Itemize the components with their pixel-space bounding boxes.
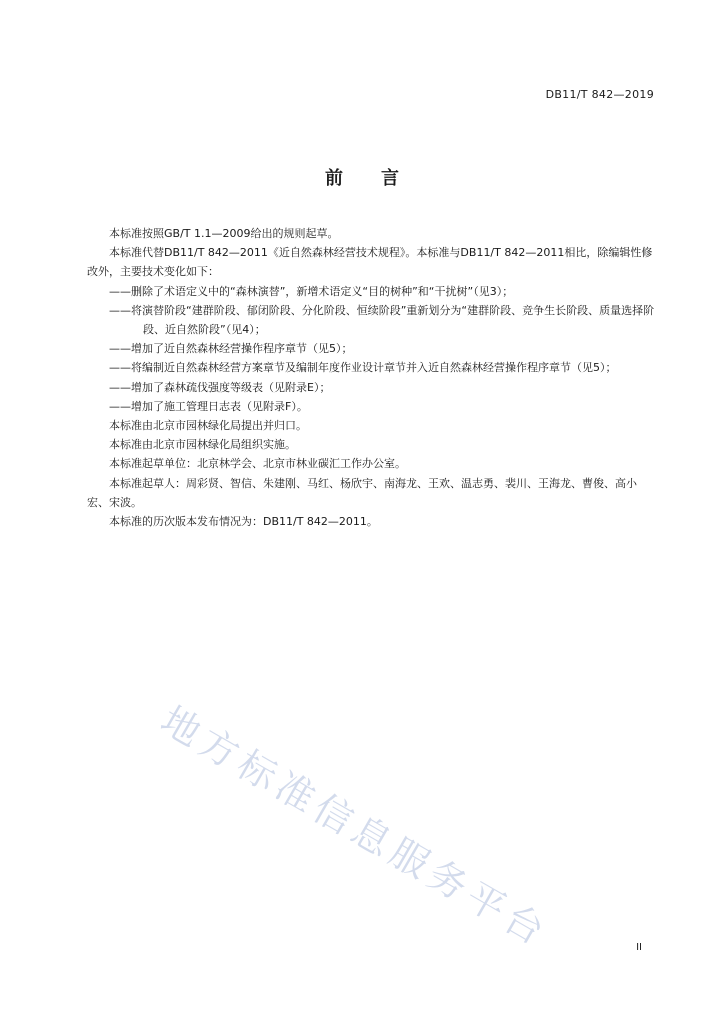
title-char-right: 言 — [381, 168, 399, 189]
standard-code: DB11/T 842—2019 — [545, 88, 654, 101]
foreword-body — [87, 224, 657, 531]
paragraph-drafting-units: 本标准起草单位：北京林学会、北京市林业碳汇工作办公室。 — [109, 457, 406, 471]
paragraph-version-history: 本标准的历次版本发布情况为：DB11/T 842—2011。 — [109, 515, 378, 529]
watermark: 地方标准信息服务平台 — [153, 697, 557, 956]
change-item: ——删除了术语定义中的“森林演替”，新增术语定义“目的树种”和“干扰树”（见3）； — [109, 284, 514, 298]
paragraph-drafting-rules: 本标准按照GB/T 1.1—2009给出的规则起草。 — [109, 227, 339, 240]
page-number: II — [636, 942, 642, 953]
paragraph-replaces: 本标准代替DB11/T 842—2011《近自然森林经营技术规程》。本标准与DB11/T 842—2011相比，除编辑性修改外，主要技术变化如下： — [87, 246, 653, 279]
change-item: ——增加了施工管理日志表（见附录F）。 — [109, 399, 308, 413]
change-item: ——增加了森林疏伐强度等级表（见附录E）； — [109, 380, 331, 394]
paragraph-implemented-by: 本标准由北京市园林绿化局组织实施。 — [109, 438, 296, 452]
change-item: ——将演替阶段“建群阶段、郁闭阶段、分化阶段、恒续阶段”重新划分为“建群阶段、竞争生长阶段、质量选择阶段、近自然阶段”（见4）； — [109, 303, 655, 337]
change-item: ——将编制近自然森林经营方案章节及编制年度作业设计章节并入近自然森林经营操作程序章节（见5）； — [109, 361, 617, 375]
change-item: ——增加了近自然森林经营操作程序章节（见5）； — [109, 342, 353, 356]
paragraph-proposed-by: 本标准由北京市园林绿化局提出并归口。 — [109, 419, 307, 433]
title-char-left: 前 — [325, 168, 343, 189]
page-title — [0, 164, 724, 190]
paragraph-drafters: 本标准起草人：周彩贤、智信、朱建刚、马红、杨欣宇、南海龙、王欢、温志勇、裴川、王海龙、曹俊、高小宏、宋波。 — [87, 476, 637, 509]
